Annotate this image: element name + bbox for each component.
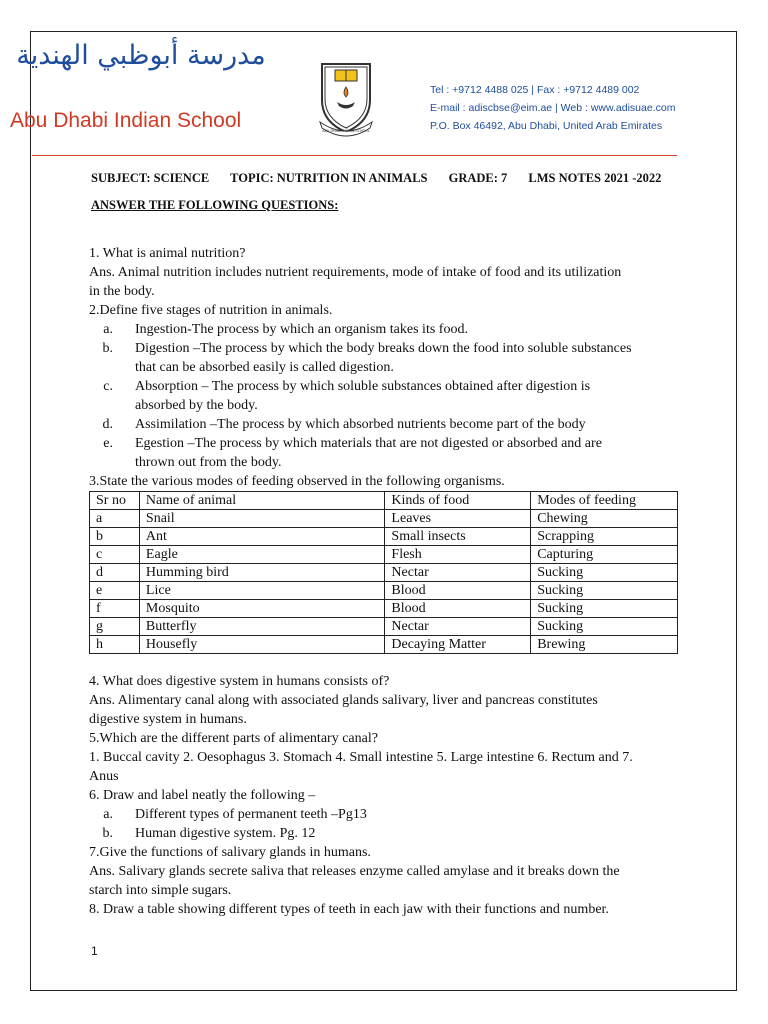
stage-item <box>89 377 679 415</box>
subject-label: SUBJECT: SCIENCE <box>91 171 210 185</box>
table-row <box>90 528 678 546</box>
table-row <box>90 618 678 636</box>
question-3: 3.State the various modes of feeding observed in the following organisms. <box>89 474 505 489</box>
cell-animal: Lice <box>139 582 385 600</box>
cell-animal: Housefly <box>139 636 385 654</box>
cell-feeding-mode: Sucking <box>531 600 678 618</box>
cell-food: Blood <box>385 582 531 600</box>
table-row <box>90 582 678 600</box>
cell-food: Nectar <box>385 564 531 582</box>
stage-text: Digestion –The process by which the body breaks down the food into soluble substances <box>135 341 632 356</box>
contact-block <box>430 81 675 135</box>
stage-item <box>89 320 679 339</box>
list-marker: b. <box>102 826 113 841</box>
stage-text: that can be absorbed easily is called digestion. <box>135 360 394 375</box>
page-number: 1 <box>91 944 98 958</box>
header-sr-no: Sr no <box>90 492 140 510</box>
table-header-row <box>90 492 678 510</box>
cell-food: Decaying Matter <box>385 636 531 654</box>
stage-item <box>89 339 679 377</box>
question-5: 5.Which are the different parts of alimentary canal? <box>89 731 378 746</box>
contact-phone-fax: Tel : +9712 4488 025 | Fax : +9712 4489 002 <box>430 84 640 96</box>
stage-text: Ingestion-The process by which an organism takes its food. <box>135 322 468 337</box>
cell-sr-no: d <box>90 564 140 582</box>
question-6: 6. Draw and label neatly the following – <box>89 788 316 803</box>
crest-caption: ABU DHABI INDIAN SCHOOL <box>322 129 370 133</box>
drawing-text: Human digestive system. Pg. 12 <box>135 826 316 841</box>
list-marker: c. <box>103 379 113 394</box>
question-2: 2.Define five stages of nutrition in animals. <box>89 303 333 318</box>
cell-feeding-mode: Capturing <box>531 546 678 564</box>
stage-text: thrown out from the body. <box>135 455 282 470</box>
cell-animal: Mosquito <box>139 600 385 618</box>
drawing-text: Different types of permanent teeth –Pg13 <box>135 807 367 822</box>
grade-label: GRADE: 7 <box>448 171 508 185</box>
cell-feeding-mode: Chewing <box>531 510 678 528</box>
cell-animal: Humming bird <box>139 564 385 582</box>
cell-sr-no: g <box>90 618 140 636</box>
cell-sr-no: c <box>90 546 140 564</box>
question-7: 7.Give the functions of salivary glands in humans. <box>89 845 371 860</box>
answer-5-line-2: Anus <box>89 769 119 784</box>
table-row <box>90 636 678 654</box>
cell-sr-no: f <box>90 600 140 618</box>
answer-4-line-2: digestive system in humans. <box>89 712 247 727</box>
table-row <box>90 600 678 618</box>
cell-sr-no: a <box>90 510 140 528</box>
cell-feeding-mode: Scrapping <box>531 528 678 546</box>
stage-text: Egestion –The process by which materials that are not digested or absorbed and are <box>135 436 602 451</box>
list-marker: b. <box>102 341 113 356</box>
cell-sr-no: h <box>90 636 140 654</box>
cell-animal: Snail <box>139 510 385 528</box>
list-marker: a. <box>103 322 113 337</box>
header-divider <box>32 155 677 156</box>
cell-sr-no: b <box>90 528 140 546</box>
answer-4-line-1: Ans. Alimentary canal along with associated glands salivary, liver and pancreas constitutes <box>89 693 598 708</box>
list-marker: e. <box>103 436 113 451</box>
contact-email-web: E-mail : adiscbse@eim.ae | Web : www.adisuae.com <box>430 102 676 114</box>
instructions-heading: ANSWER THE FOLLOWING QUESTIONS: <box>91 198 339 212</box>
cell-feeding-mode: Sucking <box>531 564 678 582</box>
cell-animal: Butterfly <box>139 618 385 636</box>
contact-address: P.O. Box 46492, Abu Dhabi, United Arab Emirates <box>430 120 663 132</box>
table-row <box>90 546 678 564</box>
cell-food: Small insects <box>385 528 531 546</box>
answer-1-line-2: in the body. <box>89 284 155 299</box>
header-modes-of-feeding: Modes of feeding <box>531 492 678 510</box>
answer-1-line-1: Ans. Animal nutrition includes nutrient requirements, mode of intake of food and its utilization <box>89 265 622 280</box>
stage-item <box>89 434 679 472</box>
cell-food: Leaves <box>385 510 531 528</box>
cell-animal: Ant <box>139 528 385 546</box>
cell-food: Blood <box>385 600 531 618</box>
header-name-of-animal: Name of animal <box>139 492 385 510</box>
cell-feeding-mode: Sucking <box>531 582 678 600</box>
spacer <box>89 654 679 672</box>
answer-7-line-1: Ans. Salivary glands secrete saliva that releases enzyme called amylase and it breaks down the <box>89 864 620 879</box>
cell-feeding-mode: Sucking <box>531 618 678 636</box>
cell-feeding-mode: Brewing <box>531 636 678 654</box>
cell-food: Flesh <box>385 546 531 564</box>
list-marker: a. <box>103 807 113 822</box>
answer-7-line-2: starch into simple sugars. <box>89 883 232 898</box>
drawing-item <box>89 805 679 824</box>
notes-label: LMS NOTES 2021 -2022 <box>528 171 662 185</box>
stage-text: absorbed by the body. <box>135 398 258 413</box>
header-kinds-of-food: Kinds of food <box>385 492 531 510</box>
drawing-item <box>89 824 679 843</box>
stage-text: Assimilation –The process by which absorbed nutrients become part of the body <box>135 417 586 432</box>
answer-5-line-1: 1. Buccal cavity 2. Oesophagus 3. Stomach 4. Small intestine 5. Large intestine 6. Rectum and 7. <box>89 750 633 765</box>
stage-item <box>89 415 679 434</box>
cell-animal: Eagle <box>139 546 385 564</box>
document-meta <box>91 171 679 186</box>
stage-text: Absorption – The process by which soluble substances obtained after digestion is <box>135 379 591 394</box>
school-name-english: Abu Dhabi Indian School <box>10 109 242 132</box>
list-marker: d. <box>102 417 113 432</box>
worksheet-body <box>89 244 679 919</box>
cell-food: Nectar <box>385 618 531 636</box>
question-4: 4. What does digestive system in humans consists of? <box>89 674 390 689</box>
school-crest-logo <box>318 60 374 138</box>
topic-label: TOPIC: NUTRITION IN ANIMALS <box>230 171 428 185</box>
question-8: 8. Draw a table showing different types of teeth in each jaw with their functions and number. <box>89 902 609 917</box>
table-row <box>90 510 678 528</box>
feeding-modes-table <box>89 491 678 654</box>
question-1: 1. What is animal nutrition? <box>89 246 246 261</box>
table-row <box>90 564 678 582</box>
school-name-arabic: مدرسة أبوظبي الهندية <box>16 40 266 71</box>
cell-sr-no: e <box>90 582 140 600</box>
